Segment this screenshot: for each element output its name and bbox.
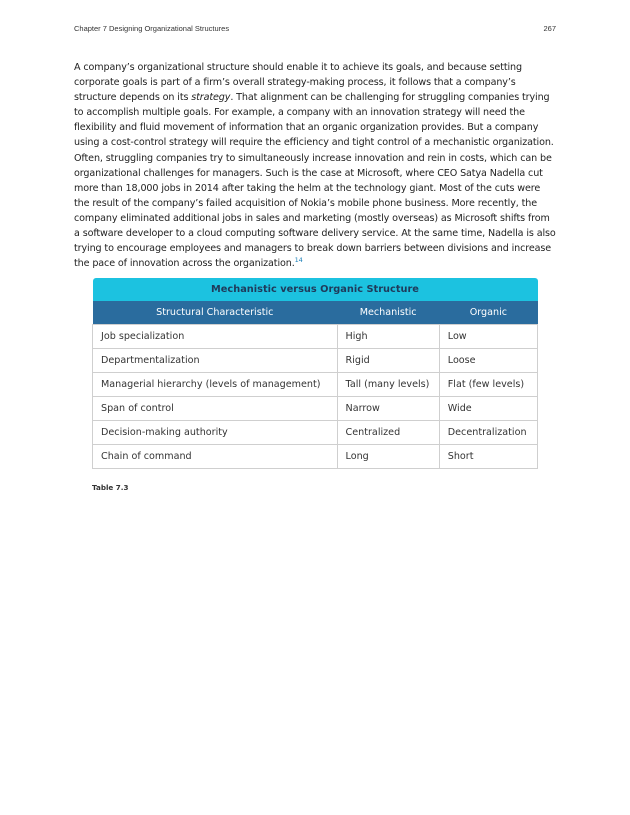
- table-cell: Tall (many levels): [337, 373, 439, 397]
- table-cell: Low: [439, 325, 537, 349]
- table-cell: Departmentalization: [93, 349, 338, 373]
- page-number: 267: [543, 24, 556, 33]
- table-label: Table 7.3: [92, 483, 129, 492]
- chapter-title: Chapter 7 Designing Organizational Structures: [74, 24, 230, 33]
- footnote-link[interactable]: 14: [294, 256, 303, 265]
- paragraph-text-1: A company’s organizational structure should enable it to achieve its goals, and because setting corporate goals is part of a firm’s overall strategy-making process, it follows that a company’s structure depends on its: [74, 62, 522, 104]
- table-cell: Loose: [439, 349, 537, 373]
- table-row: [93, 397, 538, 421]
- table-row: [93, 421, 538, 445]
- table-cell: Wide: [439, 397, 537, 421]
- table-cell: Chain of command: [93, 445, 338, 469]
- table-cell: Managerial hierarchy (levels of management): [93, 373, 338, 397]
- column-header: Organic: [439, 301, 537, 325]
- page-header: [74, 24, 556, 38]
- table-cell: Decentralization: [439, 421, 537, 445]
- body-paragraph: [74, 60, 558, 271]
- table-cell: High: [337, 325, 439, 349]
- column-header: Structural Characteristic: [93, 301, 338, 325]
- table-row: [93, 325, 538, 349]
- comparison-table: [92, 278, 538, 469]
- table-cell: Decision-making authority: [93, 421, 338, 445]
- table-cell: Centralized: [337, 421, 439, 445]
- table-title: Mechanistic versus Organic Structure: [93, 278, 538, 301]
- paragraph-emphasis: strategy: [191, 92, 231, 104]
- table-row: [93, 373, 538, 397]
- paragraph-text-2: . That alignment can be challenging for struggling companies trying to accomplish multiple goals. For example, a company with an innovation strategy will need the flexibility and fluid movement of information that an organic organization provides. But a company using a cost-control strategy will require the efficiency and tight control of a mechanistic organization. Often, struggling companies try to simultaneously increase innovation and rein in costs, which can be organizational challenges for managers. Such is the case at Microsoft, where CEO Satya Nadella cut more than 18,000 jobs in 2014 after taking the helm at the technology giant. Most of the cuts were the result of the company’s failed acquisition of Nokia’s mobile phone business. More recently, the company eliminated additional jobs in sales and marketing (mostly overseas) as Microsoft shifts from a software developer to a cloud computing software delivery service. At the same time, Nadella is also trying to encourage employees and managers to break down barriers between divisions and increase the pace of innovation across the organization.: [74, 92, 556, 270]
- table-cell: Narrow: [337, 397, 439, 421]
- table-row: [93, 445, 538, 469]
- table-cell: Long: [337, 445, 439, 469]
- table-cell: Span of control: [93, 397, 338, 421]
- column-header: Mechanistic: [337, 301, 439, 325]
- table-cell: Flat (few levels): [439, 373, 537, 397]
- table-cell: Short: [439, 445, 537, 469]
- table-row: [93, 349, 538, 373]
- table-cell: Rigid: [337, 349, 439, 373]
- table-cell: Job specialization: [93, 325, 338, 349]
